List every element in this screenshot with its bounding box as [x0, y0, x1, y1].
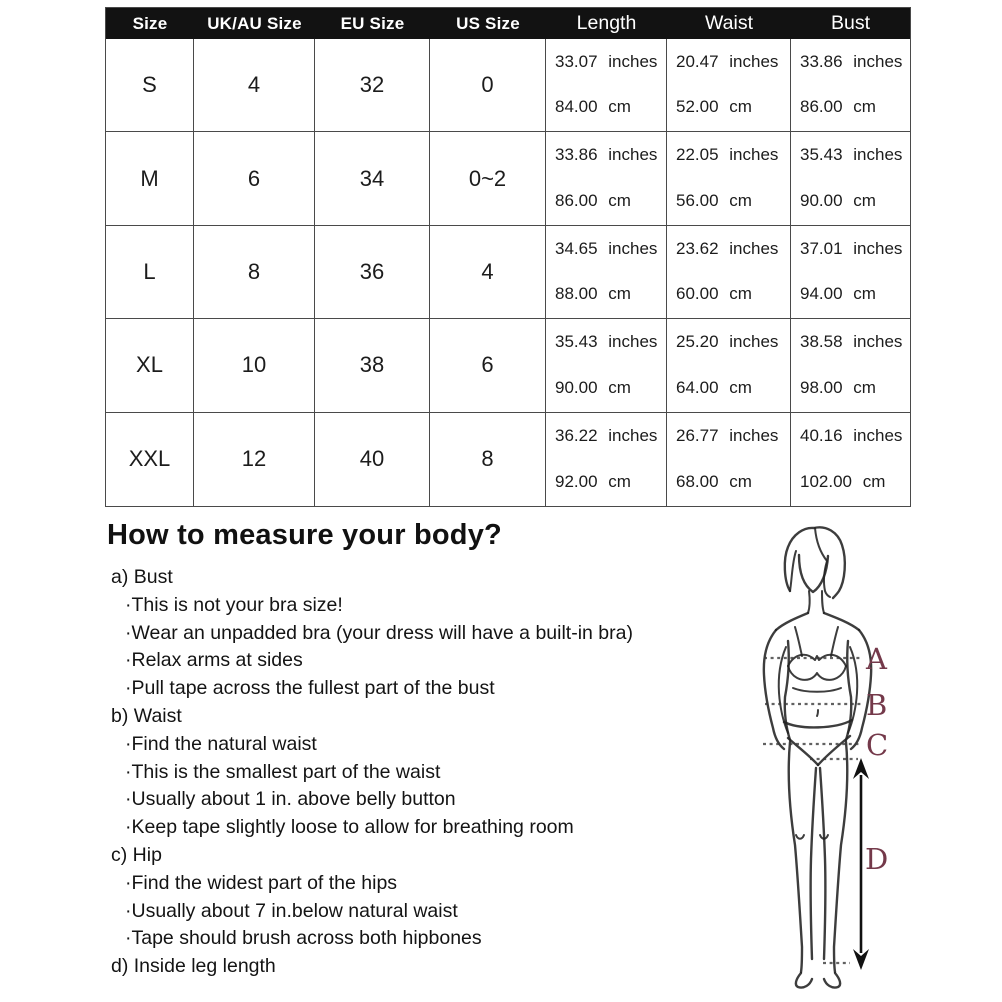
- waist-inches-value: 23.62 inches: [676, 238, 779, 258]
- length-cm-value: 86.00 cm: [555, 190, 631, 210]
- us-size-cell: 6: [430, 319, 546, 412]
- length-inches-value: 35.43 inches: [555, 332, 658, 352]
- bust-cm-value: 90.00 cm: [800, 190, 876, 210]
- bust-cell: [791, 132, 910, 225]
- size-cell: L: [106, 226, 194, 319]
- bust-inches-value: 33.86 inches: [800, 52, 903, 71]
- measurement-lines: [763, 658, 869, 970]
- woman-outline-sketch: [764, 527, 871, 987]
- waist-cell: [667, 319, 791, 412]
- uk-au-size-cell: 12: [194, 413, 315, 506]
- navel-mark: [817, 710, 818, 716]
- shoulder-right: [824, 613, 859, 630]
- column-header-waist: Waist: [667, 8, 791, 39]
- uk-au-size-cell: 8: [194, 226, 315, 319]
- measure-tip-line: ·Usually about 7 in.below natural waist: [125, 899, 458, 922]
- length-cell: [546, 413, 667, 506]
- length-inches-value: 33.86 inches: [555, 145, 658, 165]
- bust-cell: [791, 413, 910, 506]
- size-cell: XXL: [106, 413, 194, 506]
- measure-tip-line: ·This is the smallest part of the waist: [125, 760, 441, 783]
- length-inches-value: 36.22 inches: [555, 425, 658, 445]
- waist-cell: [667, 226, 791, 319]
- bust-inches-value: 40.16 inches: [800, 425, 903, 445]
- left-arm-outer: [764, 630, 784, 749]
- waist-cm-value: 60.00 cm: [676, 284, 752, 304]
- eu-size-cell: 36: [315, 226, 430, 319]
- bust-cell: [791, 319, 910, 412]
- bust-cm-value: 102.00 cm: [800, 471, 886, 491]
- column-header-length: Length: [546, 8, 667, 39]
- bust-line-label: A: [866, 642, 887, 676]
- measure-tip-line: ·Relax arms at sides: [125, 649, 303, 672]
- column-header-eu-size: EU Size: [315, 8, 430, 39]
- length-inches-value: 33.07 inches: [555, 52, 658, 71]
- uk-au-size-cell: 6: [194, 132, 315, 225]
- us-size-cell: 8: [430, 413, 546, 506]
- length-cm-value: 92.00 cm: [555, 471, 631, 491]
- waist-cm-value: 52.00 cm: [676, 97, 752, 117]
- waist-inches-value: 20.47 inches: [676, 52, 779, 71]
- bust-cm-value: 98.00 cm: [800, 377, 876, 397]
- us-size-cell: 0: [430, 39, 546, 132]
- waist-inches-value: 22.05 inches: [676, 145, 779, 165]
- waist-cell: [667, 413, 791, 506]
- size-cell: M: [106, 132, 194, 225]
- left-knee-mark: [796, 835, 804, 839]
- measure-tip-line: ·Tape should brush across both hipbones: [125, 927, 482, 950]
- belly-curve: [784, 720, 852, 727]
- bust-inches-value: 35.43 inches: [800, 145, 903, 165]
- measure-tip-line: ·Pull tape across the fullest part of the bust: [125, 677, 495, 700]
- measure-heading: How to measure your body?: [107, 519, 502, 551]
- column-header-size: Size: [106, 8, 194, 39]
- eu-size-cell: 32: [315, 39, 430, 132]
- torso-right: [846, 641, 851, 740]
- column-header-us-size: US Size: [430, 8, 546, 39]
- measure-tip-line: ·Usually about 1 in. above belly button: [125, 788, 456, 811]
- uk-au-size-cell: 10: [194, 319, 315, 412]
- bust-inches-value: 38.58 inches: [800, 332, 903, 352]
- bust-inches-value: 37.01 inches: [800, 238, 903, 258]
- waist-cm-value: 68.00 cm: [676, 471, 752, 491]
- bra-cups-bottom: [788, 666, 846, 680]
- length-cell: [546, 132, 667, 225]
- inside-leg-label: D: [865, 842, 889, 876]
- waist-cell: [667, 39, 791, 132]
- left-leg-outer: [789, 742, 802, 972]
- neck-left: [808, 591, 810, 613]
- measure-section-label: d) Inside leg length: [111, 955, 276, 978]
- waist-cm-value: 56.00 cm: [676, 190, 752, 210]
- underbust-line: [793, 688, 841, 692]
- us-size-cell: 4: [430, 226, 546, 319]
- waist-line-label: B: [866, 688, 888, 722]
- bra-strap-left: [795, 627, 802, 656]
- measure-tip-line: ·This is not your bra size!: [125, 593, 343, 616]
- measure-tip-line: ·Wear an unpadded bra (your dress will have a built-in bra): [125, 621, 633, 644]
- waist-cm-value: 64.00 cm: [676, 377, 752, 397]
- column-header-uk-au-size: UK/AU Size: [194, 8, 315, 39]
- length-cell: [546, 39, 667, 132]
- shoulder-left: [776, 613, 808, 630]
- eu-size-cell: 34: [315, 132, 430, 225]
- bust-cell: [791, 39, 910, 132]
- measure-tip-line: ·Find the widest part of the hips: [125, 871, 398, 894]
- bra-cups-top: [788, 655, 846, 666]
- waist-cell: [667, 132, 791, 225]
- neck-right: [822, 591, 824, 613]
- body-measurement-diagram: [738, 523, 926, 1002]
- measure-section-label: c) Hip: [111, 843, 162, 866]
- size-cell: S: [106, 39, 194, 132]
- size-cell: XL: [106, 319, 194, 412]
- left-foot: [796, 973, 812, 988]
- length-cm-value: 84.00 cm: [555, 97, 631, 117]
- left-leg-inner: [811, 768, 816, 959]
- bikini-edge-right: [818, 736, 850, 765]
- diagram-labels: [865, 642, 888, 876]
- waist-inches-value: 25.20 inches: [676, 332, 779, 352]
- length-cm-value: 90.00 cm: [555, 377, 631, 397]
- size-chart-table: [105, 7, 911, 507]
- length-inches-value: 34.65 inches: [555, 238, 658, 258]
- measure-tip-line: ·Find the natural waist: [125, 732, 317, 755]
- right-foot: [824, 973, 840, 988]
- hair-inner-left: [790, 551, 796, 591]
- right-leg-inner: [820, 768, 825, 959]
- bust-cm-value: 86.00 cm: [800, 97, 876, 117]
- bikini-edge-left: [788, 738, 818, 765]
- length-cell: [546, 226, 667, 319]
- eu-size-cell: 40: [315, 413, 430, 506]
- bust-cm-value: 94.00 cm: [800, 284, 876, 304]
- length-cm-value: 88.00 cm: [555, 284, 631, 304]
- uk-au-size-cell: 4: [194, 39, 315, 132]
- measure-tip-line: ·Keep tape slightly loose to allow for breathing room: [125, 816, 574, 839]
- measure-instructions: [111, 564, 711, 981]
- waist-inches-value: 26.77 inches: [676, 425, 779, 445]
- us-size-cell: 0~2: [430, 132, 546, 225]
- bra-strap-right: [831, 627, 838, 656]
- measure-section-label: a) Bust: [111, 566, 173, 588]
- column-header-bust: Bust: [791, 8, 910, 39]
- bust-cell: [791, 226, 910, 319]
- right-leg-outer: [834, 742, 847, 972]
- hip-line-label: C: [866, 728, 889, 762]
- eu-size-cell: 38: [315, 319, 430, 412]
- length-cell: [546, 319, 667, 412]
- measure-section-label: b) Waist: [111, 704, 182, 727]
